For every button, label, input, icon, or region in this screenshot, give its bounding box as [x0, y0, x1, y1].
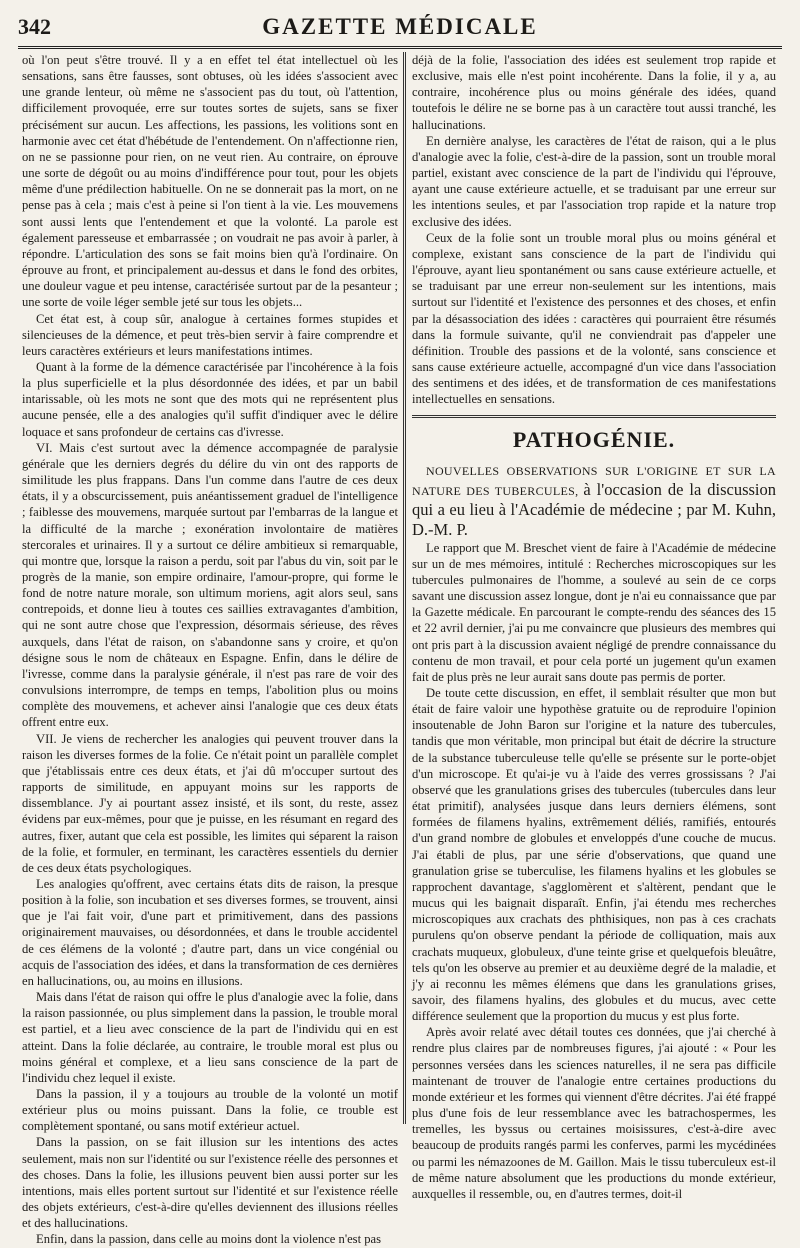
paragraph: Les analogies qu'offrent, avec certains états dits de raison, la presque position à la folie, son incubation et ses diverses formes, se trouvent, ainsi que je l'ai fait voir, d'une part et primitivement, dans des passions originairement mauvaises, ou désordonnées, et dans le trouble accidentel de ces élémens de la volonté ; d'autre part, dans un vice congénial ou acquis de l'association des idées, et dans la transformation de ces dernières en hallucinations, ou, au moins en illusions. [22, 876, 398, 988]
paragraph: Dans la passion, on se fait illusion sur les intentions des actes seulement, mais non sur l'identité ou sur l'existence réelle des personnes et des choses. Dans la folie, les illusions peuvent bien aussi porter sur les intentions, mais elles portent surtout sur l'identité et sur l'existence réelle des objets extérieurs, c'est-à-dire qu'elles deviennent des illusions réelles et des hallucinations. [22, 1135, 398, 1231]
paragraph: où l'on peut s'être trouvé. Il y a en effet tel état intellectuel où les sensations, sans être fausses, sont obtuses, où les idées s'associent avec une grande lenteur, où même ne s'associent pas du tout, où l'attention, difficilement provoquée, erre sur toutes sortes de sujets, sans se fixer précisément sur aucun. Les affections, les passions, les volitions sont en harmonie avec cet état d'hébétude de l'entendement. On n'affectionne rien, on ne se passionne pour rien, on ne veut rien. Au contraire, on éprouve une sorte de dégoût ou au moins d'indifférence pour tout, pour les objets même d'une prédilection habituelle. On ne se donnerait pas la mort, on ne pense pas à cela ; mais c'est à peine si l'on tient à la vie. Les mouvemens sont aussi lents que l'entendement et que la volonté. La parole est également paresseuse et embarrassée ; on voudrait ne pas avoir à parler, à répondre. L'articulation des sons se fait moins bien qu'à l'ordinaire. On éprouve au front, et principalement au-dessus et dans le fond des orbites, une douleur vague et peu intense, caractérisée surtout par de la pesanteur ; une sorte de voile léger semble jeté sur tous les objets... [22, 53, 398, 310]
article-title [412, 463, 776, 540]
paragraph: Mais dans l'état de raison qui offre le plus d'analogie avec la folie, dans la raison passionnée, ou plus simplement dans la passion, le trouble moral est partiel, et a lieu avec conscience de la part de l'individu qui en est atteint. Dans la folie déclarée, au contraire, le trouble moral est plus ou moins général et complexe, et a lieu sans conscience de la part de l'individu chez lequel il existe. [22, 990, 398, 1085]
paragraph: Dans la passion, il y a toujours au trouble de la volonté un motif extérieur plus ou moins puissant. Dans la folie, ce trouble est complètement spontané, ou sans motif extérieur actuel. [22, 1087, 398, 1134]
paragraph: Ceux de la folie sont un trouble moral plus ou moins général et complexe, existant sans conscience de la part de l'individu qui l'éprouve, ayant lieu spontanément ou sans cause extérieure actuelle, et se traduisant par une erreur non-seulement sur les intentions, mais surtout sur l'identité et l'existence des personnes et des choses, et enfin par la désassociation des idées : caractères qui pourraient être résumés dans la formule suivante, qu'il ne conviendrait pas d'appeler une définition. Trouble des passions et de la volonté, sans conscience et sans cause extérieure actuelle, accompagné d'un vice dans l'association des sentimens et des idées, et de transformation de ces manifestations intellectuelles en sensations. [412, 230, 776, 407]
page-header [18, 6, 782, 46]
article-title-rest: à l'occasion de la discussion qui a eu lieu à l'Académie de médecine ; par M. Kuhn, D.-M. P. [412, 479, 776, 539]
paragraph: déjà de la folie, l'association des idées est seulement trop rapide et exclusive, mais elle n'est point incohérente. Dans la folie, il y a, au contraire, incohérence plus ou moins générale des idées, quand toutefois le délire ne se borne pas à un caractère tout aussi tranché, les hallucinations. [412, 53, 776, 132]
paragraph: VI. Mais c'est surtout avec la démence accompagnée de paralysie générale que les derniers degrés du délire du vin ont des rapports de similitude les plus frappans. Dans l'un comme dans l'autre de ces deux états, il y a obscurcissement, puis anéantissement graduel de l'intelligence ; faiblesse des mouvemens, marquée surtout par l'embarras de la langue et la difficulté de la marche ; exonération involontaire de matières stercorales et urinaires. Il y a surtout ce délire ambitieux si remarquable, qui montre que, lorsque la raison a perdu, soit par l'abus du vin, soit par le progrès de la manie, son empire ordinaire, l'amour-propre, qui forme le fond de notre nature morale, son ultimum moriens, agit alors seul, sans contrepoids, et donne lieu à toutes ces saillies extravagantes d'ambition, qui ne sont autre chose que l'expression, désormais sérieuse, des rêves auxquels, dans l'état de raison, on s'abandonne sans y croire, et qu'on désigne sous le nom de châteaux en Espagne. Enfin, dans le délire de l'ivresse, comme dans la paralysie générale, il n'est pas rare de voir des convulsions interrompre, de temps en temps, l'abolition plus ou moins complète des mouvemens, et achever ainsi l'analogie que ces deux états offrent entre eux. [22, 440, 398, 730]
column-divider [403, 52, 406, 1124]
paragraph: En dernière analyse, les caractères de l'état de raison, qui a le plus d'analogie avec la folie, c'est-à-dire de la passion, sont un trouble moral partiel, existant avec conscience de la part de l'individu qui l'éprouve, ayant une cause extérieure actuelle, et se traduisant par une erreur sur les intentions seules, et par l'association trop rapide et la nature trop exclusive des idées. [412, 133, 776, 229]
paragraph: De toute cette discussion, en effet, il semblait résulter que mon but était de faire valoir une hypothèse gratuite ou de reproduire l'opinion insoutenable de John Baron sur l'origine et la nature des tubercules, tandis que mon véritable, mon principal but était de décrire la structure de la substance tuberculeuse telle qu'elle se présente sur le porte-objet d'un microscope. Et qu'ai-je vu à l'aide des verres grossissans ? J'ai observé que les granulations grises des tubercules (tubercules dans leur état primitif), analysées jusque dans leurs derniers élémens, sont formées de filamens hyalins, extrêmement déliés, ramifiés, entourés d'un grand nombre de globules et enveloppés d'une couche de mucus. J'ai établi de plus, par une série d'observations, que quand une granulation grise se tuberculise, les filamens hyalins et les globules se rapprochent davantage, s'agglomèrent et s'altèrent, pendant que le mucus qui les baignait disparaît. Enfin, j'ai étendu mes recherches microscopiques aux crachats des phthisiques, non pas à ces crachats purulens qu'on observe pendant la période de colliquation, mais aux crachats muqueux, globuleux, d'une teinte grise et quelquefois bleuâtre, tels qu'on les observe au premier et au deuxième degré de la maladie, et j'y ai reconnu les mêmes élémens que dans les granulations grises, savoir, des filamens hyalins, des globules et du mucus, avec cette différence seulement que la proportion du mucus y est plus forte. [412, 686, 776, 1024]
article-title-smallcaps: NOUVELLES OBSERVATIONS SUR L'ORIGINE ET SUR LA NATURE DES TUBERCULES, [412, 463, 776, 498]
paragraph: Quant à la forme de la démence caractérisée par l'incohérence à la fois la plus superficielle et la plus désordonnée des idées, et par un babil intarissable, où les mots ne sont que des mots qui ne représentent plus aucune pensée, elle a des analogies qu'il suffit d'indiquer avec le délire loquace et sans profondeur de certains cas d'ivresse. [22, 359, 398, 439]
right-column [412, 52, 777, 1201]
left-column [22, 52, 398, 1247]
header-rule [18, 46, 782, 49]
journal-title: GAZETTE MÉDICALE [262, 14, 538, 39]
paragraph: Enfin, dans la passion, dans celle au moins dont la violence n'est pas [36, 1232, 382, 1247]
paragraph: VII. Je viens de rechercher les analogies qui peuvent trouver dans la raison les diverses formes de la folie. Ce n'était point un parallèle complet que j'établissais entre ces deux états, et j'ai dû m'occuper surtout des rapports de similitude, en appuyant moins sur les rapports de dissemblance. J'y ai pourtant assez insisté, et ils sont, du reste, assez évidens par eux-mêmes, pour que je puisse, en les résumant en regard des autres, fixer, autant que cela est possible, les limites qui séparent la raison de la folie, et formuler, en terminant, les caractères essentiels du dernier de ces deux états psychologiques. [22, 731, 398, 875]
page-number: 342 [18, 14, 51, 39]
paragraph: Cet état est, à coup sûr, analogue à certaines formes stupides et silencieuses de la démence, et peut très-bien servir à faire comprendre et leurs caractères extérieurs et leurs manifestations intimes. [22, 311, 398, 358]
paragraph: Le rapport que M. Breschet vient de faire à l'Académie de médecine sur un de mes mémoires, intitulé : Recherches microscopiques sur les tubercules pulmonaires de l'homme, a soulevé au sein de ce corps savant une discussion assez longue, dont je n'ai eu connaissance que par la Gazette médicale. En parcourant le compte-rendu des séances des 15 et 22 avril dernier, j'ai pu me convaincre que plusieurs des membres qui ont pris part à la discussion avaient négligé de prendre connaissance du contenu de mon travail, et pour cela porté un jugement qu'un examen fait de plus près ne leur aurait sans doute pas permis de porter. [412, 540, 776, 684]
section-rule [412, 415, 776, 418]
paragraph: Après avoir relaté avec détail toutes ces données, que j'ai cherché à rendre plus claires par de nombreuses figures, j'ai ajouté : « Pour les personnes versées dans les sciences naturelles, il ne sera pas difficile maintenant de trouver de l'analogie entre certaines productions du monde extérieur et les formes qui viennent d'être décrites. J'ai été frappé plus d'une fois de leur ressemblance avec les batrachospermes, les tremelles, les byssus ou certaines moisissures, c'est-à-dire avec beaucoup de produits rangés parmi les conferves, parmi les mycédinées ou parmi les némazoones de M. Gaillon. Mais le tissu tuberculeux est-il de même nature absolument que les productions du monde extérieur, auxquelles il ressemble, ou, en d'autres termes, doit-il [412, 1025, 777, 1201]
section-title: PATHOGÉNIE. [512, 427, 676, 453]
